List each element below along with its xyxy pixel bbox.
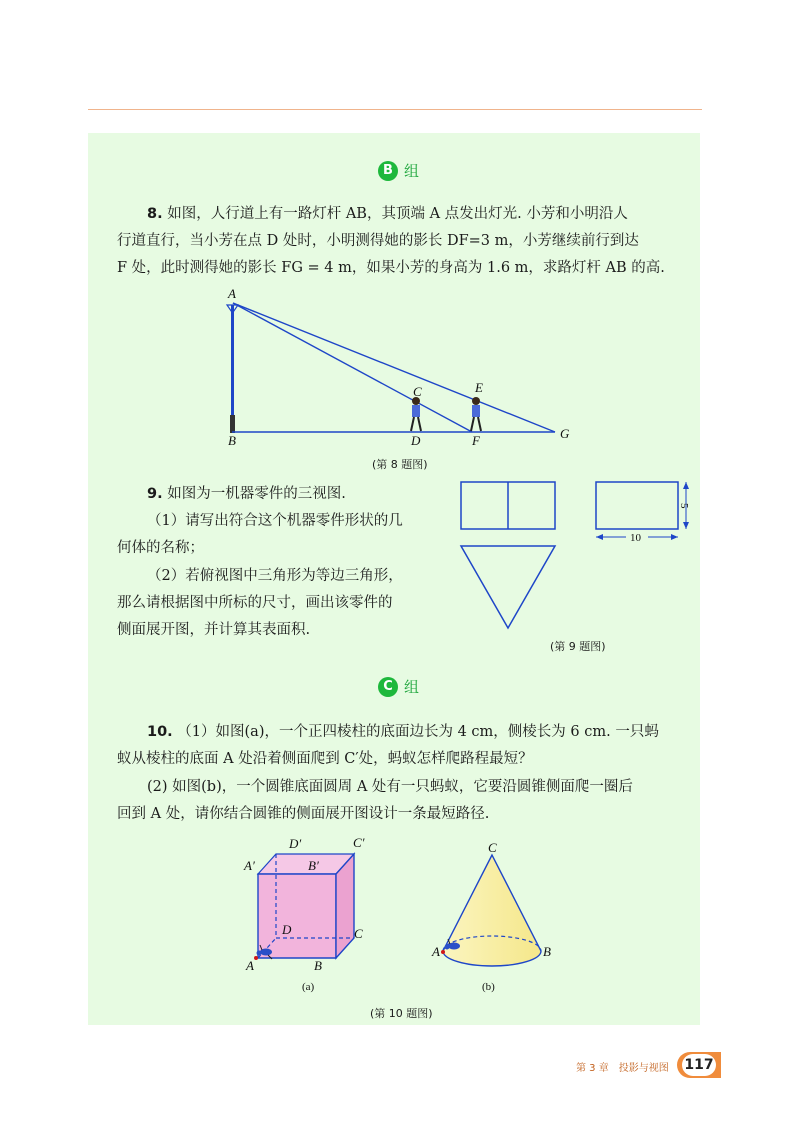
- chapter-footer: 第 3 章 投影与视图: [576, 1063, 669, 1074]
- figure-10b-cone: [430, 840, 560, 994]
- figure-10-caption: (第 10 题图): [370, 1007, 433, 1020]
- group-b-heading: [378, 160, 419, 181]
- problem-9-line-4: （2）若俯视图中三角形为等边三角形，: [147, 568, 403, 584]
- dim-height-label: 5: [678, 503, 690, 509]
- girl-at-d-icon: [411, 397, 421, 431]
- figure-8-streetlight: [220, 285, 580, 448]
- problem-10-number: 10.: [147, 724, 173, 740]
- group-c-heading: [378, 676, 419, 697]
- dim-width-label: 10: [630, 532, 641, 544]
- label-e: E: [475, 380, 483, 395]
- label-b: B: [228, 433, 236, 448]
- problem-9-line-3: 何体的名称；: [117, 540, 204, 556]
- figure-8-caption: (第 8 题图): [372, 458, 428, 471]
- problem-8-line-1: 8. 如图，人行道上有一路灯杆 AB，其顶端 A 点发出灯光. 小芳和小明沿人: [147, 206, 628, 222]
- problem-9-number: 9.: [147, 486, 163, 502]
- header-rule: [88, 109, 702, 110]
- problem-10-line-4: 回到 A 处，请你结合圆锥的侧面展开图设计一条最短路径.: [117, 806, 490, 822]
- top-view-triangle: [461, 546, 555, 628]
- prism-label-a: A: [246, 958, 254, 973]
- figure-9-three-views: [455, 475, 700, 635]
- cone-surface: [443, 855, 541, 966]
- label-f: F: [472, 433, 480, 448]
- prism-label-d1: D′: [289, 836, 302, 851]
- side-view: [596, 482, 678, 529]
- prism-label-c1: C′: [353, 835, 365, 850]
- group-c-label: 组: [404, 678, 420, 696]
- problem-10-line-2: 蚁从棱柱的底面 A 处沿着侧面爬到 C′处，蚂蚁怎样爬路程最短？: [117, 751, 533, 767]
- group-c-badge: C: [378, 677, 398, 697]
- label-c: C: [413, 384, 422, 399]
- problem-10-line-1: 10. （1）如图(a)，一个正四棱柱的底面边长为 4 cm，侧棱长为 6 cm. 一只蚂: [147, 724, 659, 740]
- problem-8-number: 8.: [147, 206, 163, 222]
- ray-to-f: [233, 303, 472, 432]
- page-number: 117: [682, 1054, 716, 1076]
- figure-10a-prism: [240, 832, 380, 994]
- problem-8-line-2: 行道直行，当小芳在点 D 处时，小明测得她的影长 DF=3 m，小芳继续前行到达: [117, 233, 639, 249]
- problem-8-line-3: F 处，此时测得她的影长 FG = 4 m，如果小芳的身高为 1.6 m，求路灯杆 AB 的高.: [117, 260, 665, 276]
- prism-label-b1: B′: [308, 858, 319, 873]
- problem-9-line-5: 那么请根据图中所标的尺寸，画出该零件的: [117, 595, 393, 611]
- cone-label-b: B: [543, 944, 551, 959]
- figure-9-caption: (第 9 题图): [550, 640, 606, 653]
- cone-label-c: C: [488, 840, 497, 855]
- label-d: D: [411, 433, 421, 448]
- group-b-badge: B: [378, 161, 398, 181]
- lamp-pole: [231, 305, 234, 433]
- problem-9-line-1: 9. 如图为一机器零件的三视图.: [147, 486, 346, 502]
- prism-label-d: D: [282, 922, 292, 937]
- sub-label-a: (a): [302, 981, 315, 993]
- prism-label-a1: A′: [244, 858, 255, 873]
- label-g: G: [560, 426, 570, 441]
- ray-to-g: [233, 303, 555, 432]
- label-a: A: [228, 286, 236, 301]
- problem-9-line-6: 侧面展开图，并计算其表面积.: [117, 622, 311, 638]
- group-b-label: 组: [404, 162, 420, 180]
- girl-at-f-icon: [471, 397, 481, 431]
- cone-label-a: A: [432, 944, 440, 959]
- problem-9-line-2: （1）请写出符合这个机器零件形状的几: [147, 513, 403, 529]
- sub-label-b: (b): [482, 981, 495, 993]
- prism-label-b: B: [314, 958, 322, 973]
- problem-10-line-3: (2) 如图(b)，一个圆锥底面圆周 A 处有一只蚂蚁，它要沿圆锥侧面爬一圈后: [147, 779, 633, 795]
- prism-label-c: C: [354, 926, 363, 941]
